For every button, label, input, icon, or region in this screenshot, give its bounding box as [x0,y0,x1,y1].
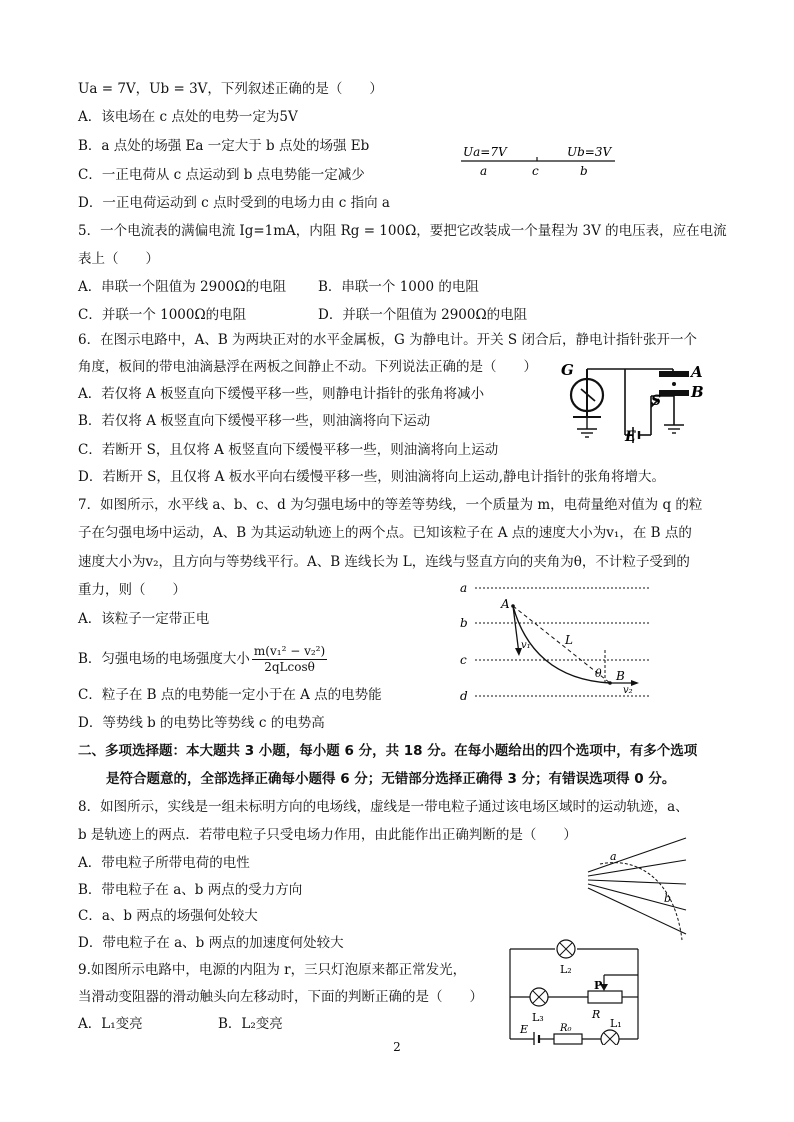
label-l3: L₃ [532,1011,544,1024]
section-2-heading-line2: 是符合题意的，全部选择正确每小题得 6 分；无错部分选择正确得 3 分；有错误选项得 0 分。 [106,771,676,787]
q8-field-lines-figure [580,832,690,942]
q6-stem-line2: 角度，板间的带电油滴悬浮在两板之间静止不动。下列说法正确的是（ ） [78,359,537,375]
page-number: 2 [393,1040,401,1054]
q4-option-d: D．一正电荷运动到 c 点时受到的电场力由 c 指向 a [78,195,390,211]
q7-stem-line2: 子在匀强电场中运动，A、B 为其运动轨迹上的两个点。已知该粒子在 A 点的速度大小为v₁，在 B 点的 [78,525,692,541]
label-e: E [520,1023,529,1036]
q6-stem-line1: 6．在图示电路中，A、B 为两块正对的水平金属板，G 为静电计。开关 S 闭合后，静电计指针张开一个 [78,332,697,348]
label-a: A [691,363,703,381]
q5-stem-line1: 5．一个电流表的满偏电流 Ig=1mA，内阻 Rg = 100Ω，要把它改装成一个量程为 3V 的电压表，应在电流 [78,223,727,239]
q4-fig-a: a [480,164,488,178]
label-b: B [691,383,704,401]
label-s: S [651,393,662,409]
label-r: R [592,1008,601,1021]
field-line-4 [588,884,686,910]
q7-stem-line1: 7．如图所示，水平线 a、b、c、d 为匀强电场中的等差等势线，一个质量为 m，电荷量绝对值为 q 的粒 [78,497,703,513]
field-line-5 [588,888,686,934]
q8-option-a: A．带电粒子所带电荷的电性 [78,855,250,871]
q8-stem-line1: 8．如图所示，实线是一组未标明方向的电场线，虚线是一带电粒子通过该电场区域时的运动轨迹，a、 [78,799,689,815]
q6-option-a: A．若仅将 A 板竖直向下缓慢平移一些，则静电计指针的张角将减小 [78,386,485,402]
point-a [511,604,515,608]
q8-stem-line2: b 是轨迹上的两点．若带电粒子只受电场力作用，由此能作出正确判断的是（ ） [78,827,577,843]
q5-stem-line2: 表上（ ） [78,251,159,267]
q7-figure [455,580,655,710]
q4-figure [455,140,625,182]
q7-fraction-numerator: m(v₁² − v₂²) [253,644,326,658]
q6-option-c: C．若断开 S，且仅将 A 板竖直向下缓慢平移一些，则油滴将向上运动 [78,442,499,458]
field-line-2 [588,860,686,876]
section-2-heading-line1: 二、多项选择题：本大题共 3 小题，每小题 6 分，共 18 分。在每小题给出的四个选项中，有多个选项 [78,743,698,759]
label-l1: L₁ [610,1017,622,1030]
q4-fig-b: b [580,164,588,178]
label-b: b [664,892,672,905]
label-g: G [561,361,574,379]
label-line-d: d [460,689,468,703]
q7-option-d: D．等势线 b 的电势比等势线 c 的电势高 [78,715,325,731]
q7-option-b [78,644,327,675]
q9-option-b: B．L₂变亮 [218,1016,283,1032]
q7-stem-line4: 重力，则（ ） [78,582,186,598]
q4-fig-ub: Ub=3V [567,145,612,159]
q7-fraction-denominator: 2qLcosθ [264,660,315,674]
q4-fig-c: c [532,164,539,178]
field-line-3 [588,880,686,884]
q6-option-d: D．若断开 S，且仅将 A 板水平向右缓慢平移一些，则油滴将向上运动,静电计指针的张角将增大。 [78,469,665,485]
plate-a [659,371,689,377]
label-point-a: A [501,597,510,611]
q5-option-d: D．并联一个阻值为 2900Ω的电阻 [318,307,528,323]
q8-option-b: B．带电粒子在 a、b 两点的受力方向 [78,882,303,898]
q5-option-b: B．串联一个 1000 的电阻 [318,279,479,295]
q7-option-a: A．该粒子一定带正电 [78,611,210,627]
label-line-c: c [460,653,467,667]
label-v2: v₂ [623,685,633,696]
label-theta: θ [595,667,602,680]
q4-option-b: B．a 点处的场强 Ea 一定大于 b 点处的场强 Eb [78,138,370,154]
oil-drop [672,382,676,386]
q9-option-a: A．L₁变亮 [78,1016,143,1032]
label-l2: L₂ [560,963,572,976]
q8-option-d: D．带电粒子在 a、b 两点的加速度何处较大 [78,935,344,951]
q6-option-b: B．若仅将 A 板竖直向下缓慢平移一些，则油滴将向下运动 [78,413,431,429]
q9-stem-line1: 9.如图所示电路中，电源的内阻为 r，三只灯泡原来都正常发光， [78,962,467,978]
q4-stem: Ua = 7V，Ub = 3V，下列叙述正确的是（ ） [78,81,383,97]
q7-option-b-text: B．匀强电场的电场强度大小 [78,651,250,667]
q7-option-c: C．粒子在 B 点的电势能一定小于在 A 点的电势能 [78,687,382,703]
q7-stem-line3: 速度大小为v₂，且方向与等势线平行。A、B 连线长为 L，连线与竖直方向的夹角为θ，不计粒子受到的 [78,554,690,570]
q5-option-c: C．并联一个 1000Ω的电阻 [78,307,247,323]
label-r0: R₀ [560,1023,572,1034]
q4-option-a: A．该电场在 c 点处的电势一定为5V [78,109,298,125]
plate-b [659,390,689,396]
rheostat-r [588,991,622,1003]
q5-option-a: A．串联一个阻值为 2900Ω的电阻 [78,279,287,295]
label-p: P [594,979,603,992]
label-v1: v₁ [521,640,531,651]
label-e: E [625,429,636,443]
point-b [608,681,612,685]
q8-option-c: C．a、b 两点的场强何处较大 [78,908,258,924]
q4-option-c: C．一正电荷从 c 点运动到 b 点电势能一定减少 [78,167,365,183]
label-line-b: b [460,616,468,630]
q6-circuit-figure [555,355,715,443]
q9-stem-line2: 当滑动变阻器的滑动触头向左移动时，下面的判断正确的是（ ） [78,989,483,1005]
label-point-b: B [616,669,625,683]
q4-fig-ua: Ua=7V [463,145,507,159]
velocity-v1-arrow [513,606,519,654]
label-l: L [565,633,573,647]
label-line-a: a [460,581,468,595]
q9-circuit-figure [500,935,650,1045]
q7-option-b-fraction [252,644,327,675]
label-a: a [610,850,617,863]
